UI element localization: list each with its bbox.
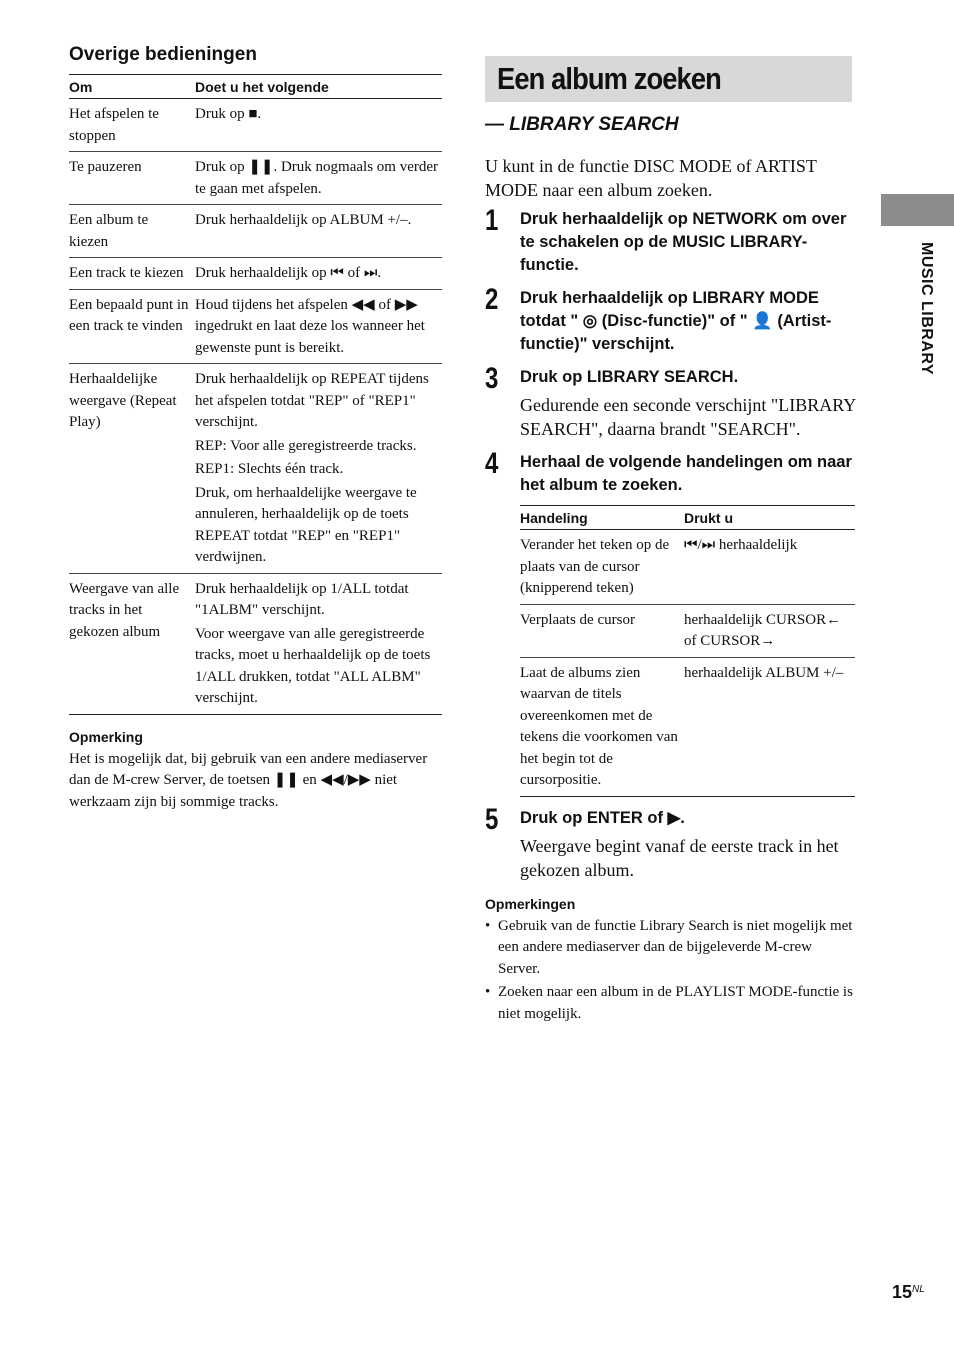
step-number: 3 — [485, 362, 499, 395]
row-label: Het afspelen te stoppen — [69, 99, 195, 152]
row-label: Weergave van alle tracks in het gekozen album — [69, 573, 195, 714]
row-label: Te pauzeren — [69, 152, 195, 205]
table-row — [520, 604, 855, 657]
step-number: 4 — [485, 447, 499, 480]
row-action-line: REP1: Slechts één track. — [195, 461, 344, 477]
table-row — [520, 530, 855, 605]
row-action: ⏮/⏭ herhaaldelijk — [684, 530, 855, 605]
row-label: Laat de albums zien waarvan de titels overeenkomen met de tekens die voorkomen van het begin tot de cursorpositie. — [520, 657, 684, 796]
row-action-line: REP: Voor alle geregistreerde tracks. — [195, 437, 417, 454]
step-4 — [485, 447, 857, 797]
page-language-suffix: NL — [912, 1284, 925, 1295]
step-instruction: Druk op LIBRARY SEARCH. — [520, 368, 739, 386]
table-row — [69, 364, 442, 574]
right-column — [485, 56, 857, 1027]
step-instruction: Druk op ENTER of ▶. — [520, 808, 685, 827]
row-action — [195, 573, 442, 714]
step-description: Gedurende een seconde verschijnt "LIBRARY SEARCH", daarna brandt "SEARCH". — [520, 395, 856, 439]
side-tab-marker — [881, 194, 954, 226]
row-action: Druk op ■. — [195, 99, 442, 152]
intro-text: U kunt in de functie DISC MODE of ARTIST MODE naar een album zoeken. — [485, 156, 817, 200]
page-title: Een album zoeken — [497, 61, 721, 96]
step-instruction: Herhaal de volgende handelingen om naar het album te zoeken. — [520, 453, 852, 494]
page-title-bar — [485, 56, 852, 102]
row-action-line: Voor weergave van alle geregistreerde tracks, moet u herhaaldelijk op de toets 1/ALL drukken, totdat "ALL ALBM" verschijnt. — [195, 625, 431, 706]
table-row — [69, 99, 442, 152]
step-3 — [485, 362, 857, 441]
section-heading: Overige bedieningen — [69, 44, 257, 65]
step-2 — [485, 283, 857, 356]
step-number: 2 — [485, 283, 499, 316]
col-header-handeling: Handeling — [520, 506, 684, 530]
row-action: Druk op ❚❚. Druk nogmaals om verder te gaan met afspelen. — [195, 152, 442, 205]
row-action: herhaaldelijk CURSOR← of CURSOR→ — [684, 604, 855, 657]
note-text: Het is mogelijk dat, bij gebruik van een andere mediaserver dan de M-crew Server, de toetsen ❚❚ en ◀◀/▶▶ niet werkzaam zijn bij sommige tracks. — [69, 750, 428, 810]
search-table — [520, 505, 855, 797]
left-column — [69, 44, 442, 813]
step-number: 5 — [485, 802, 499, 836]
page-number — [892, 1282, 925, 1303]
table-row — [69, 258, 442, 290]
row-label: Verplaats de cursor — [520, 604, 684, 657]
note-heading: Opmerking — [69, 728, 143, 745]
table-row — [69, 573, 442, 714]
row-action: Druk herhaaldelijk op ⏮ of ⏭. — [195, 258, 442, 290]
row-label: Een bepaald punt in een track te vinden — [69, 289, 195, 364]
row-action-line: Druk herhaaldelijk op 1/ALL totdat "1ALBM" verschijnt. — [195, 580, 409, 618]
table-row — [69, 152, 442, 205]
row-label: Verander het teken op de plaats van de cursor (knipperend teken) — [520, 530, 684, 605]
step-instruction: Druk herhaaldelijk op NETWORK om over te schakelen op de MUSIC LIBRARY-functie. — [520, 210, 847, 274]
step-description: Weergave begint vanaf de eerste track in het gekozen album. — [520, 835, 839, 880]
list-item: • Zoeken naar een album in de PLAYLIST MODE-functie is niet mogelijk. — [485, 982, 857, 1025]
col-header-om: Om — [69, 75, 195, 99]
notes-heading: Opmerkingen — [485, 895, 576, 912]
table-row — [69, 289, 442, 364]
col-header-doet: Doet u het volgende — [195, 75, 442, 99]
row-action: Houd tijdens het afspelen ◀◀ of ▶▶ ingedrukt en laat deze los wanneer het gewenste punt is bereikt. — [195, 289, 442, 364]
row-label: Een album te kiezen — [69, 205, 195, 258]
row-label: Herhaaldelijke weergave (Repeat Play) — [69, 364, 195, 574]
row-label: Een track te kiezen — [69, 258, 195, 290]
step-5 — [485, 802, 857, 882]
step-number: 1 — [485, 204, 499, 237]
page-number-value: 15 — [892, 1282, 913, 1302]
notes-list — [485, 916, 857, 1026]
list-item: • Gebruik van de functie Library Search is niet mogelijk met een andere mediaserver dan de bijgeleverde M-crew Server. — [485, 916, 857, 981]
controls-table — [69, 74, 442, 715]
table-row — [520, 657, 855, 796]
col-header-drukt: Drukt u — [684, 506, 855, 530]
step-1 — [485, 204, 857, 277]
row-action: herhaaldelijk ALBUM +/– — [684, 657, 855, 796]
step-instruction: Druk herhaaldelijk op LIBRARY MODE totdat " ◎ (Disc-functie)" of " 👤 (Artist-functie)" verschijnt. — [520, 289, 832, 353]
row-action: Druk herhaaldelijk op ALBUM +/–. — [195, 205, 442, 258]
table-row — [69, 205, 442, 258]
row-action-line: Druk, om herhaaldelijke weergave te annuleren, herhaaldelijk op de toets REPEAT totdat "REP" en "REP1" verdwijnen. — [195, 484, 417, 565]
side-section-label: MUSIC LIBRARY — [918, 242, 935, 376]
page-subtitle: — LIBRARY SEARCH — [485, 114, 679, 135]
row-action — [195, 364, 442, 574]
row-action-line: Druk herhaaldelijk op REPEAT tijdens het afspelen totdat "REP" of "REP1" verschijnt. — [195, 371, 429, 430]
